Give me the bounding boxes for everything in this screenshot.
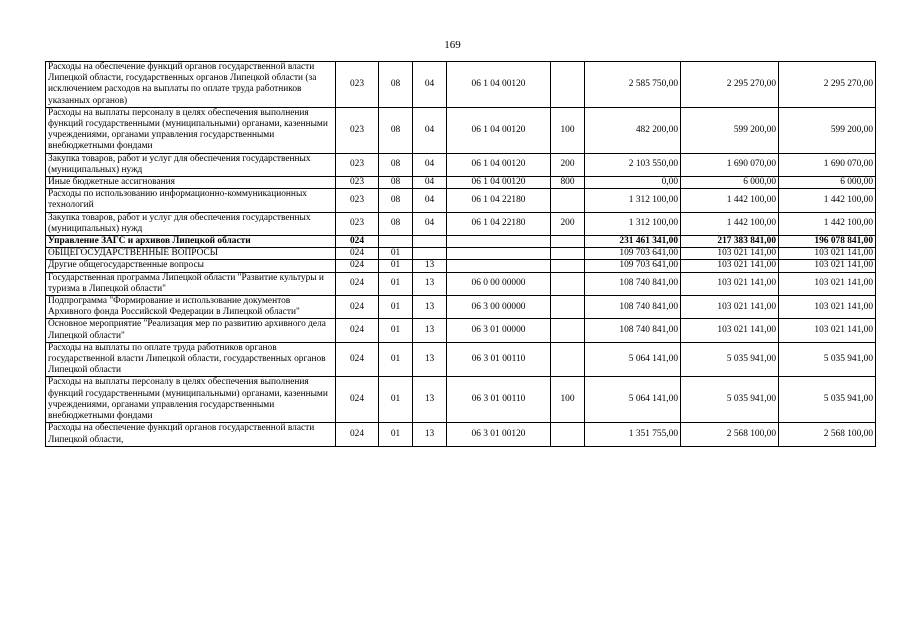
amount-year1-cell: 5 064 141,00	[585, 377, 681, 423]
table-row	[46, 260, 876, 272]
section-code-cell: 01	[379, 296, 413, 319]
target-article-cell	[447, 248, 551, 260]
amount-year3-cell: 599 200,00	[779, 107, 876, 153]
amount-year3-cell: 103 021 141,00	[779, 296, 876, 319]
section-code-cell: 01	[379, 272, 413, 295]
target-article-cell: 06 1 04 00120	[447, 177, 551, 189]
table-row	[46, 107, 876, 153]
amount-year1-cell: 2 103 550,00	[585, 153, 681, 176]
expense-type-cell: 800	[551, 177, 585, 189]
amount-year1-cell: 109 703 641,00	[585, 248, 681, 260]
ministry-code-cell: 024	[336, 248, 379, 260]
amount-year1-cell: 231 461 341,00	[585, 236, 681, 248]
expense-type-cell	[551, 236, 585, 248]
amount-year1-cell: 1 312 100,00	[585, 189, 681, 212]
subsection-code-cell: 13	[413, 260, 447, 272]
subsection-code-cell: 04	[413, 62, 447, 108]
amount-year3-cell: 6 000,00	[779, 177, 876, 189]
target-article-cell: 06 1 04 00120	[447, 107, 551, 153]
table-row	[46, 153, 876, 176]
row-name-cell: Закупка товаров, работ и услуг для обеспечения государственных (муниципальных) нужд	[46, 153, 336, 176]
subsection-code-cell: 13	[413, 319, 447, 342]
ministry-code-cell: 023	[336, 189, 379, 212]
row-name-cell: Государственная программа Липецкой области "Развитие культуры и туризма в Липецкой области"	[46, 272, 336, 295]
section-code-cell: 08	[379, 189, 413, 212]
table-row	[46, 296, 876, 319]
row-name-cell: Другие общегосударственные вопросы	[46, 260, 336, 272]
subsection-code-cell: 13	[413, 272, 447, 295]
amount-year3-cell: 103 021 141,00	[779, 260, 876, 272]
expense-type-cell: 200	[551, 212, 585, 235]
amount-year1-cell: 108 740 841,00	[585, 296, 681, 319]
subsection-code-cell: 04	[413, 212, 447, 235]
ministry-code-cell: 024	[336, 342, 379, 377]
subsection-code-cell: 13	[413, 377, 447, 423]
row-name-cell: ОБЩЕГОСУДАРСТВЕННЫЕ ВОПРОСЫ	[46, 248, 336, 260]
table-row	[46, 177, 876, 189]
section-code-cell: 08	[379, 177, 413, 189]
table-row	[46, 423, 876, 446]
amount-year2-cell: 5 035 941,00	[681, 377, 779, 423]
expense-type-cell	[551, 272, 585, 295]
amount-year1-cell: 0,00	[585, 177, 681, 189]
target-article-cell: 06 3 01 00000	[447, 319, 551, 342]
row-name-cell: Расходы на обеспечение функций органов государственной власти Липецкой области,	[46, 423, 336, 446]
target-article-cell	[447, 236, 551, 248]
row-name-cell: Расходы по использованию информационно-коммуникационных технологий	[46, 189, 336, 212]
section-code-cell: 08	[379, 212, 413, 235]
amount-year2-cell: 103 021 141,00	[681, 260, 779, 272]
section-code-cell: 08	[379, 153, 413, 176]
amount-year3-cell: 5 035 941,00	[779, 342, 876, 377]
amount-year3-cell: 103 021 141,00	[779, 319, 876, 342]
amount-year3-cell: 5 035 941,00	[779, 377, 876, 423]
amount-year1-cell: 2 585 750,00	[585, 62, 681, 108]
target-article-cell: 06 3 01 00110	[447, 342, 551, 377]
subsection-code-cell: 13	[413, 342, 447, 377]
table-row	[46, 62, 876, 108]
expense-type-cell	[551, 248, 585, 260]
table-row	[46, 342, 876, 377]
ministry-code-cell: 023	[336, 107, 379, 153]
row-name-cell: Основное мероприятие "Реализация мер по развитию архивного дела Липецкой области"	[46, 319, 336, 342]
ministry-code-cell: 024	[336, 272, 379, 295]
amount-year1-cell: 108 740 841,00	[585, 319, 681, 342]
table-row	[46, 212, 876, 235]
amount-year1-cell: 1 312 100,00	[585, 212, 681, 235]
subsection-code-cell: 04	[413, 177, 447, 189]
amount-year3-cell: 2 568 100,00	[779, 423, 876, 446]
ministry-code-cell: 023	[336, 153, 379, 176]
row-name-cell: Иные бюджетные ассигнования	[46, 177, 336, 189]
table-row	[46, 236, 876, 248]
amount-year3-cell: 103 021 141,00	[779, 248, 876, 260]
expense-type-cell	[551, 260, 585, 272]
amount-year2-cell: 6 000,00	[681, 177, 779, 189]
row-name-cell: Расходы на выплаты персоналу в целях обеспечения выполнения функций государственными (муниципальными) органами, казенными учреждениями, органами управления государственными внебюджетными фондами	[46, 377, 336, 423]
amount-year1-cell: 5 064 141,00	[585, 342, 681, 377]
ministry-code-cell: 023	[336, 177, 379, 189]
target-article-cell	[447, 260, 551, 272]
amount-year2-cell: 2 295 270,00	[681, 62, 779, 108]
amount-year1-cell: 482 200,00	[585, 107, 681, 153]
amount-year2-cell: 599 200,00	[681, 107, 779, 153]
section-code-cell: 01	[379, 319, 413, 342]
ministry-code-cell: 024	[336, 296, 379, 319]
target-article-cell: 06 0 00 00000	[447, 272, 551, 295]
amount-year3-cell: 1 442 100,00	[779, 212, 876, 235]
section-code-cell: 08	[379, 62, 413, 108]
section-code-cell: 01	[379, 342, 413, 377]
subsection-code-cell	[413, 236, 447, 248]
table-row	[46, 319, 876, 342]
amount-year3-cell: 1 442 100,00	[779, 189, 876, 212]
section-code-cell: 01	[379, 248, 413, 260]
amount-year2-cell: 1 690 070,00	[681, 153, 779, 176]
amount-year2-cell: 103 021 141,00	[681, 248, 779, 260]
expense-type-cell	[551, 342, 585, 377]
amount-year2-cell: 103 021 141,00	[681, 296, 779, 319]
row-name-cell: Закупка товаров, работ и услуг для обеспечения государственных (муниципальных) нужд	[46, 212, 336, 235]
table-row	[46, 248, 876, 260]
table-row	[46, 377, 876, 423]
target-article-cell: 06 3 01 00110	[447, 377, 551, 423]
expense-type-cell	[551, 423, 585, 446]
subsection-code-cell: 13	[413, 423, 447, 446]
row-name-cell: Управление ЗАГС и архивов Липецкой области	[46, 236, 336, 248]
amount-year2-cell: 2 568 100,00	[681, 423, 779, 446]
amount-year2-cell: 217 383 841,00	[681, 236, 779, 248]
amount-year3-cell: 1 690 070,00	[779, 153, 876, 176]
expense-type-cell: 200	[551, 153, 585, 176]
row-name-cell: Расходы на обеспечение функций органов государственной власти Липецкой области, государственных органов Липецкой области (за исключением расходов на выплаты по оплате труда работников указанных органов)	[46, 62, 336, 108]
ministry-code-cell: 024	[336, 423, 379, 446]
amount-year1-cell: 108 740 841,00	[585, 272, 681, 295]
amount-year2-cell: 1 442 100,00	[681, 212, 779, 235]
ministry-code-cell: 024	[336, 260, 379, 272]
amount-year2-cell: 5 035 941,00	[681, 342, 779, 377]
expense-type-cell	[551, 189, 585, 212]
amount-year3-cell: 196 078 841,00	[779, 236, 876, 248]
expense-type-cell	[551, 296, 585, 319]
ministry-code-cell: 024	[336, 319, 379, 342]
amount-year2-cell: 103 021 141,00	[681, 272, 779, 295]
section-code-cell	[379, 236, 413, 248]
amount-year3-cell: 2 295 270,00	[779, 62, 876, 108]
target-article-cell: 06 1 04 00120	[447, 62, 551, 108]
subsection-code-cell: 04	[413, 189, 447, 212]
row-name-cell: Подпрограмма "Формирование и использование документов Архивного фонда Российской Федерации в Липецкой области"	[46, 296, 336, 319]
subsection-code-cell: 04	[413, 107, 447, 153]
subsection-code-cell: 04	[413, 153, 447, 176]
amount-year2-cell: 103 021 141,00	[681, 319, 779, 342]
target-article-cell: 06 1 04 22180	[447, 212, 551, 235]
table-row	[46, 189, 876, 212]
budget-table	[45, 61, 876, 447]
section-code-cell: 01	[379, 260, 413, 272]
section-code-cell: 01	[379, 377, 413, 423]
amount-year1-cell: 1 351 755,00	[585, 423, 681, 446]
expense-type-cell	[551, 62, 585, 108]
section-code-cell: 01	[379, 423, 413, 446]
ministry-code-cell: 023	[336, 62, 379, 108]
ministry-code-cell: 023	[336, 212, 379, 235]
ministry-code-cell: 024	[336, 377, 379, 423]
ministry-code-cell: 024	[336, 236, 379, 248]
expense-type-cell	[551, 319, 585, 342]
amount-year2-cell: 1 442 100,00	[681, 189, 779, 212]
row-name-cell: Расходы на выплаты по оплате труда работников органов государственной власти Липецкой области, государственных органов Липецкой области	[46, 342, 336, 377]
target-article-cell: 06 1 04 00120	[447, 153, 551, 176]
section-code-cell: 08	[379, 107, 413, 153]
subsection-code-cell	[413, 248, 447, 260]
target-article-cell: 06 1 04 22180	[447, 189, 551, 212]
expense-type-cell: 100	[551, 107, 585, 153]
amount-year1-cell: 109 703 641,00	[585, 260, 681, 272]
amount-year3-cell: 103 021 141,00	[779, 272, 876, 295]
subsection-code-cell: 13	[413, 296, 447, 319]
expense-type-cell: 100	[551, 377, 585, 423]
page-number: 169	[444, 39, 461, 51]
target-article-cell: 06 3 00 00000	[447, 296, 551, 319]
table-row	[46, 272, 876, 295]
target-article-cell: 06 3 01 00120	[447, 423, 551, 446]
row-name-cell: Расходы на выплаты персоналу в целях обеспечения выполнения функций государственными (муниципальными) органами, казенными учреждениями, органами управления государственными внебюджетными фондами	[46, 107, 336, 153]
